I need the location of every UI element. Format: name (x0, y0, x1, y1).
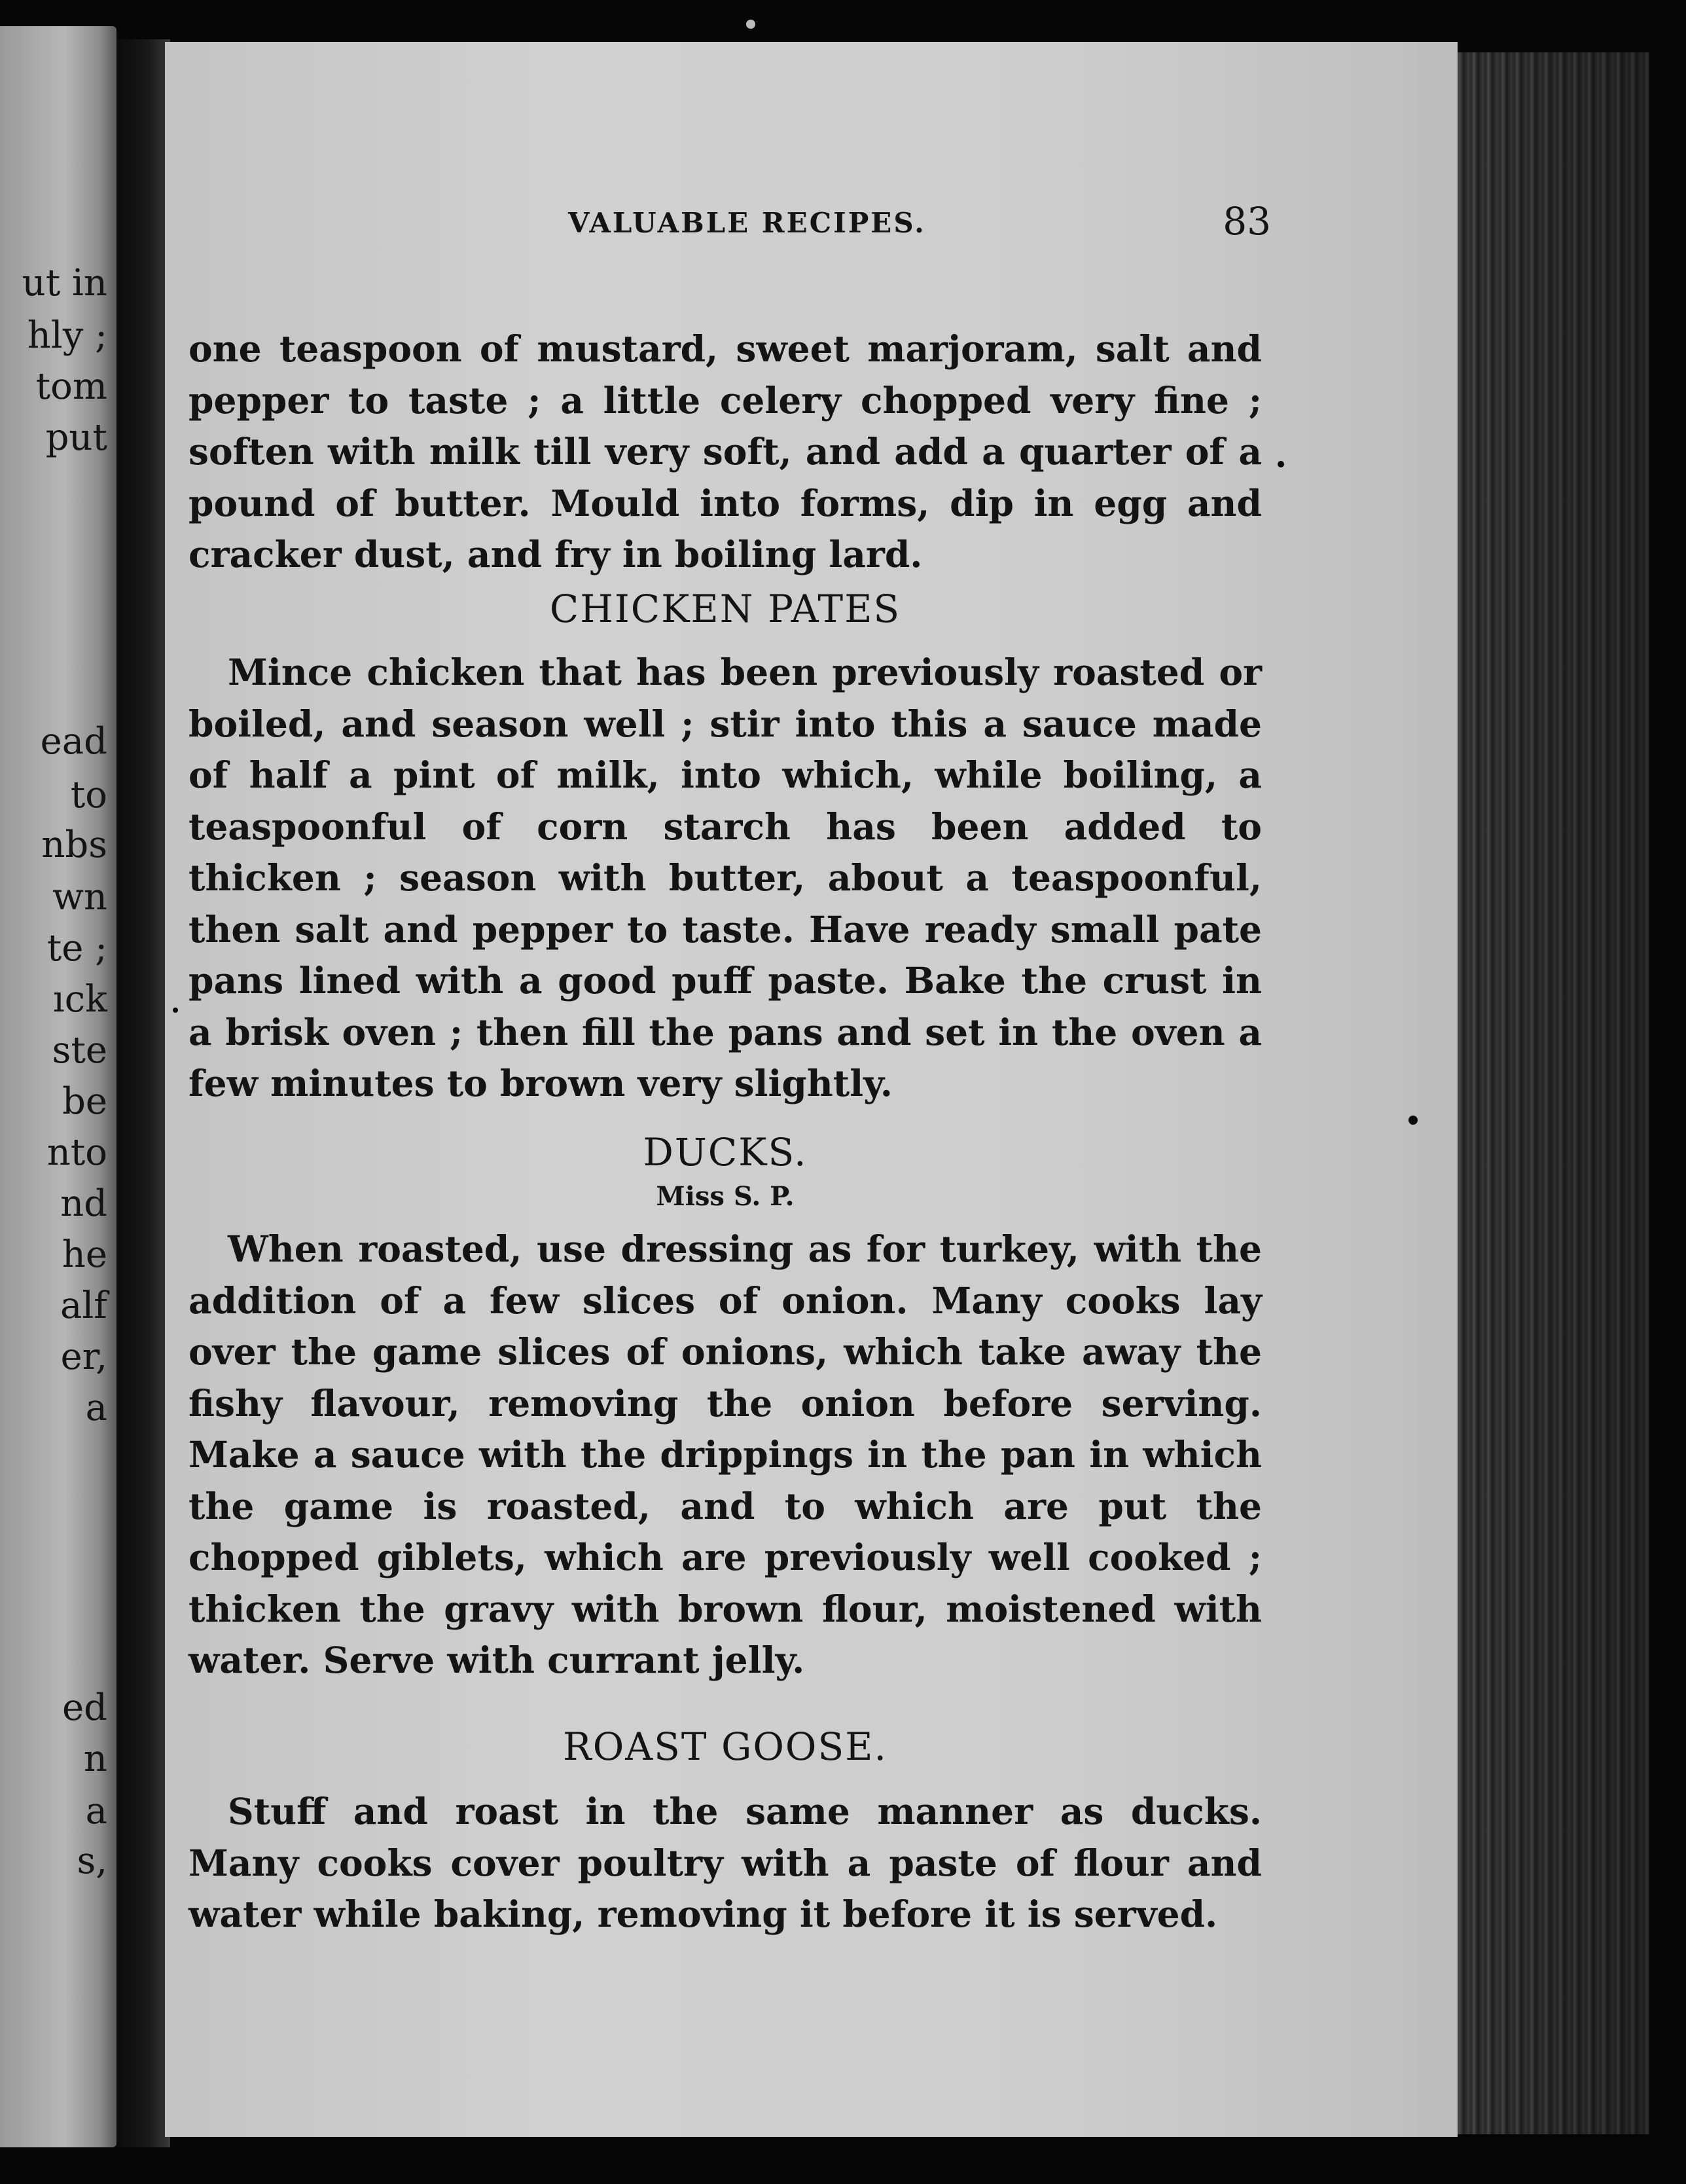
facing-page-text-fragment: s, (77, 1840, 107, 1882)
scan-speck (1408, 1116, 1418, 1125)
ducks-byline: Miss S. P. (656, 1181, 795, 1212)
facing-page-text-fragment: ıck (52, 978, 107, 1021)
book-gutter (117, 39, 170, 2147)
scan-speck (1278, 461, 1284, 467)
section-roast-goose (188, 1724, 1262, 1940)
book-page (165, 42, 1458, 2137)
facing-page-text-fragment: er, (60, 1336, 107, 1378)
facing-page-text-fragment: nd (60, 1182, 107, 1225)
facing-page-text-fragment: tom (35, 365, 107, 408)
roast-goose-paragraph: Stuff and roast in the same manner as ducks. Many cooks cover poultry with a paste of flour and water while baking, removing it before it is served. (188, 1790, 1262, 1935)
page-stack-edges (1453, 52, 1649, 2134)
facing-page-text-fragment: ste (52, 1029, 107, 1072)
facing-page-text-fragment: alf (60, 1284, 107, 1327)
continuation-paragraph: one teaspoon of mustard, sweet marjoram, salt and pepper to taste ; a little celery chopped very fine ; soften with milk till very soft, and add a quarter of a pound of butter. Mould into forms, dip in egg and cracker dust, and fry in boiling lard. (188, 327, 1262, 575)
facing-page-text-fragment: a (85, 1790, 107, 1832)
facing-page-text-fragment: a (85, 1387, 107, 1429)
chicken-pates-paragraph: Mince chicken that has been previously roasted or boiled, and season well ; stir into this a sauce made of half a pint of milk, into which, while boiling, a teaspoonful of corn starch has been added to thicken ; season with butter, about a teaspoonful, then salt and pepper to taste. Have ready small pate pans lined with a good puff paste. Bake the crust in a brisk oven ; then fill the pans and set in the oven a few minutes to brown very slightly. (188, 651, 1262, 1104)
facing-page-fragment (0, 26, 117, 2147)
section-ducks (188, 1130, 1262, 1686)
heading-ducks: DUCKS. (643, 1130, 808, 1174)
heading-roast-goose: ROAST GOOSE. (563, 1724, 888, 1769)
running-head (188, 199, 1271, 251)
facing-page-text-fragment: nto (46, 1131, 107, 1174)
facing-page-text-fragment: ead (40, 720, 107, 763)
facing-page-text-fragment: put (45, 416, 107, 459)
facing-page-text-fragment: ed (62, 1686, 107, 1729)
facing-page-text-fragment: n (83, 1738, 107, 1780)
facing-page-text-fragment: be (62, 1080, 107, 1123)
ducks-paragraph: When roasted, use dressing as for turkey, with the addition of a few slices of onion. Many cooks lay over the game slices of onions, which take away the fishy flavour, removing the onion before serving. Make a sauce with the drippings in the pan in which the game is roasted, and to which are put the chopped giblets, which are previously well cooked ; thicken the gravy with brown flour, moistened with water. Serve with currant jelly. (188, 1228, 1262, 1681)
section-chicken-pates (188, 587, 1262, 1110)
scan-speck (173, 1008, 178, 1013)
facing-page-text-fragment: te ; (46, 927, 107, 970)
recipe-continuation (188, 323, 1262, 581)
running-title: VALUABLE RECIPES. (568, 207, 926, 239)
page-number: 83 (1223, 199, 1271, 244)
scan-speck (746, 20, 755, 29)
facing-page-text-fragment: hly ; (27, 314, 107, 357)
facing-page-text-fragment: to (70, 774, 107, 816)
facing-page-text-fragment: wn (52, 876, 107, 919)
facing-page-text-fragment: he (62, 1233, 107, 1276)
facing-page-text-fragment: nbs (41, 824, 107, 866)
heading-chicken-pates: CHICKEN PATES (549, 587, 901, 631)
facing-page-text-fragment: ut in (22, 262, 107, 304)
